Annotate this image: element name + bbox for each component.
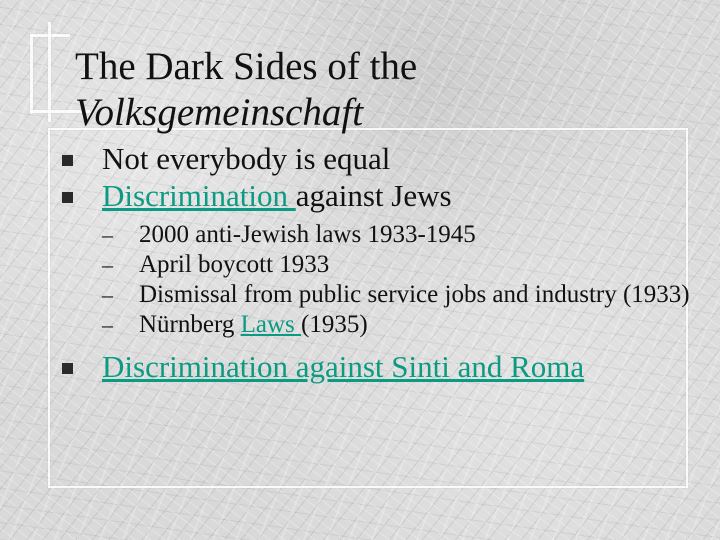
dash-bullet-icon: – bbox=[102, 252, 113, 277]
bullet-text: Not everybody is equal bbox=[102, 141, 391, 176]
sub-bullet-item bbox=[62, 250, 692, 280]
frame-line bbox=[30, 34, 33, 114]
dash-bullet-icon: – bbox=[102, 282, 113, 307]
square-bullet-icon bbox=[62, 363, 73, 374]
bullet-item bbox=[62, 177, 692, 214]
dash-bullet-icon: – bbox=[102, 222, 113, 247]
slide-title bbox=[75, 44, 417, 136]
sinti-roma-link[interactable]: Discrimination against Sinti and Roma bbox=[102, 349, 585, 384]
title-line-1: The Dark Sides of the bbox=[75, 45, 418, 89]
bullet-item bbox=[62, 348, 692, 385]
frame-line bbox=[48, 486, 688, 488]
square-bullet-icon bbox=[62, 155, 73, 166]
sub-bullet-item bbox=[62, 220, 692, 250]
sub-bullet-item bbox=[62, 280, 692, 310]
sub-bullet-text: April boycott 1933 bbox=[139, 251, 330, 278]
sub-bullet-list bbox=[62, 220, 692, 340]
discrimination-link[interactable]: Discrimination bbox=[102, 178, 296, 213]
laws-link[interactable]: Laws bbox=[240, 311, 302, 338]
frame-line bbox=[48, 22, 51, 122]
bullet-list bbox=[62, 140, 692, 385]
title-line-2: Volksgemeinschaft bbox=[75, 91, 364, 135]
frame-line bbox=[48, 128, 50, 488]
bullet-item bbox=[62, 140, 692, 177]
sub-bullet-text: Dismissal from public service jobs and industry (1933) bbox=[139, 281, 690, 308]
sub-bullet-text: (1935) bbox=[301, 311, 368, 338]
sub-bullet-item bbox=[62, 310, 692, 340]
sub-bullet-text: 2000 anti-Jewish laws 1933-1945 bbox=[139, 221, 476, 248]
sub-bullet-text: Nürnberg bbox=[139, 311, 241, 338]
bullet-text: against Jews bbox=[295, 178, 452, 213]
square-bullet-icon bbox=[62, 192, 73, 203]
dash-bullet-icon: – bbox=[102, 312, 113, 337]
